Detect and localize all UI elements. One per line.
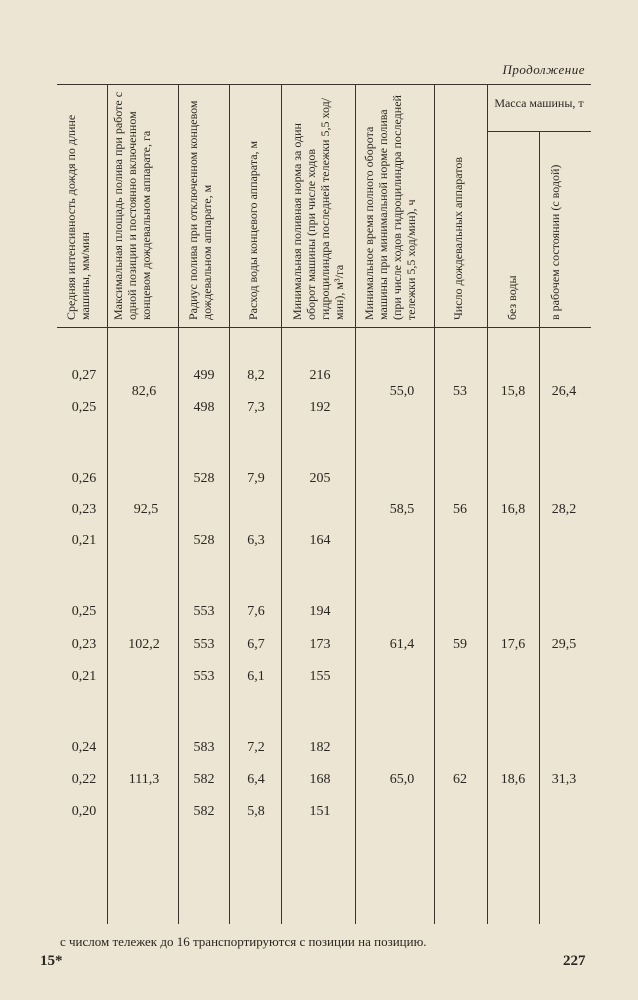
radius-cell: 528 <box>193 533 215 548</box>
intensity-cell: 0,27 <box>71 368 97 383</box>
norm-cell: 168 <box>309 772 331 787</box>
time-cell: 58,5 <box>389 502 415 517</box>
header-time: Минимальное время полного оборота машины при минимальной норме полива (при числе ходов гидроцилиндра последней тележки 5,5 ход/мин), ч <box>362 95 418 320</box>
flow-cell: 7,3 <box>247 400 265 415</box>
norm-cell: 182 <box>309 740 331 755</box>
flow-cell: 6,7 <box>247 637 265 652</box>
mass-wet-cell: 31,3 <box>551 772 577 787</box>
count-cell: 56 <box>453 502 467 517</box>
intensity-cell: 0,21 <box>71 669 97 684</box>
count-cell: 59 <box>453 637 467 652</box>
norm-cell: 205 <box>309 471 331 486</box>
col-divider-8 <box>539 131 540 924</box>
flow-cell: 6,1 <box>247 669 265 684</box>
flow-cell: 5,8 <box>247 804 265 819</box>
radius-cell: 582 <box>193 804 215 819</box>
radius-cell: 553 <box>193 604 215 619</box>
flow-cell: 6,4 <box>247 772 265 787</box>
time-cell: 65,0 <box>389 772 415 787</box>
mass-dry-cell: 17,6 <box>500 637 526 652</box>
flow-cell: 7,9 <box>247 471 265 486</box>
signature-mark: 15* <box>40 953 63 969</box>
mass-wet-cell: 29,5 <box>551 637 577 652</box>
flow-cell: 7,2 <box>247 740 265 755</box>
mass-wet-cell: 26,4 <box>551 384 577 399</box>
radius-cell: 583 <box>193 740 215 755</box>
flow-cell: 6,3 <box>247 533 265 548</box>
radius-cell: 553 <box>193 637 215 652</box>
area-cell: 111,3 <box>128 772 160 787</box>
intensity-cell: 0,25 <box>71 400 97 415</box>
col-divider-3 <box>229 84 230 924</box>
footnote: с числом тележек до 16 транспортируются с позиции на позицию. <box>60 934 427 949</box>
norm-cell: 164 <box>309 533 331 548</box>
norm-cell: 151 <box>309 804 331 819</box>
intensity-cell: 0,24 <box>71 740 97 755</box>
flow-cell: 7,6 <box>247 604 265 619</box>
header-radius: Радиус полива при отключенном концевом дождевальном аппарате, м <box>186 100 214 320</box>
area-cell: 82,6 <box>131 384 157 399</box>
intensity-cell: 0,20 <box>71 804 97 819</box>
col-divider-5 <box>355 84 356 924</box>
header-flow: Расход воды концевого аппарата, м <box>246 140 260 320</box>
intensity-cell: 0,23 <box>71 637 97 652</box>
col-divider-2 <box>178 84 179 924</box>
header-mass-dry: без воды <box>505 275 519 320</box>
area-cell: 102,2 <box>128 637 160 652</box>
area-cell: 92,5 <box>133 502 159 517</box>
time-cell: 55,0 <box>389 384 415 399</box>
radius-cell: 528 <box>193 471 215 486</box>
mass-dry-cell: 16,8 <box>500 502 526 517</box>
time-cell: 61,4 <box>389 637 415 652</box>
header-bottom-rule <box>57 327 591 328</box>
mass-wet-cell: 28,2 <box>551 502 577 517</box>
count-cell: 53 <box>453 384 467 399</box>
header-mass-wet: в рабочем состоянии (с водой) <box>548 164 562 320</box>
flow-cell: 8,2 <box>247 368 265 383</box>
continuation-label: Продолжение <box>502 62 585 77</box>
table-top-rule <box>57 84 591 85</box>
norm-cell: 173 <box>309 637 331 652</box>
col-divider-7 <box>487 84 488 924</box>
intensity-cell: 0,26 <box>71 471 97 486</box>
col-divider-1 <box>107 84 108 924</box>
col-divider-6 <box>434 84 435 924</box>
count-cell: 62 <box>453 772 467 787</box>
header-norm: Минимальная поливная норма за один оборот машины (при числе ходов гидроцилиндра последней тележки 5,5 ход/мин), м³/га <box>290 97 346 320</box>
header-mass: Масса машины, т <box>494 96 584 110</box>
intensity-cell: 0,25 <box>71 604 97 619</box>
radius-cell: 499 <box>193 368 215 383</box>
norm-cell: 155 <box>309 669 331 684</box>
header-intensity: Средняя интенсивность дождя по длине машины, мм/мин <box>64 114 92 320</box>
norm-cell: 194 <box>309 604 331 619</box>
header-area: Максимальная площадь полива при работе с одной позиции и постоянно включенном концевом дождевальном аппарате, га <box>111 91 153 320</box>
intensity-cell: 0,22 <box>71 772 97 787</box>
norm-cell: 216 <box>309 368 331 383</box>
page-number: 227 <box>563 953 586 969</box>
radius-cell: 582 <box>193 772 215 787</box>
header-count: Число дождевальных аппаратов <box>451 156 465 320</box>
mass-dry-cell: 15,8 <box>500 384 526 399</box>
mass-dry-cell: 18,6 <box>500 772 526 787</box>
intensity-cell: 0,23 <box>71 502 97 517</box>
norm-cell: 192 <box>309 400 331 415</box>
intensity-cell: 0,21 <box>71 533 97 548</box>
radius-cell: 553 <box>193 669 215 684</box>
col-divider-4 <box>281 84 282 924</box>
radius-cell: 498 <box>193 400 215 415</box>
